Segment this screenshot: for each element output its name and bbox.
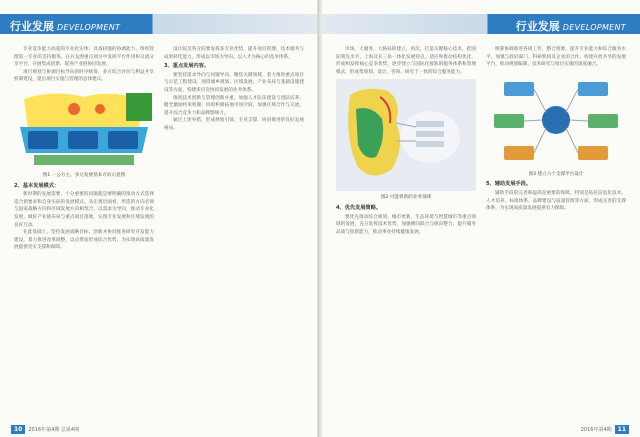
paragraph: 辅助手段的完善和提高是重要的保障，特别是依托信息化技术、人才培养、标准体系、品牌建设与质量管理等方面，形成完善的支撑体系，为实现高质量发展提供有力保障。: [486, 190, 626, 212]
heading-5: 5、辅助发展手段。: [486, 181, 532, 188]
section-title-en: DEVELOPMENT: [57, 22, 121, 32]
heading-2: 2、基本发展模式：: [14, 182, 60, 189]
right-column-2: [486, 46, 626, 420]
journal-issue: 2016年第4期: [580, 427, 612, 433]
paragraph: 要优先推动综合规划、城市更新、生态环境与智慧城市等重点领域的发展，充分发挥技术优势，加强横向联合与纵向整合，提升服务品质与创新能力，推动事业持续健康发展。: [336, 214, 476, 235]
figure-2: [336, 79, 476, 191]
figure-1-caption: 图1 一公方主、多元发展基本方向示意图: [42, 172, 126, 178]
business-map: [336, 79, 476, 191]
paragraph: 新时期的发展需要，十分重要的问题就是要明确的推动方式选择适合新要求和自身实际的发展模式。从宏观层面看，所选的方向必须与国家战略方向和区域发展方向相契合，以需求为导向，推动专业化发展，做好产业链布局与重点项目落地，实现专业发展和区域发展的良好互动。: [14, 192, 154, 228]
right-footer: [581, 425, 632, 434]
figure-1: [14, 87, 154, 169]
right-column-1: [336, 46, 476, 420]
page-number: 10: [11, 425, 25, 434]
paragraph: 项目规划与协调目标导向的时序统筹，多方综合评价与利益共享机制建设，提出项目实施与管理的总体建议。: [14, 69, 154, 83]
journal-issue: 2016年第4期 总第4期: [28, 427, 80, 433]
section-header: [322, 14, 640, 34]
paragraph: 要坚持需求导向与问题导向，聚焦关键领域，着力推进重点项目与示范工程建设。围绕城乡规划、区域发展、产业布局与基础设施建设等方面，构建多层次协同发展的业务体系。: [164, 72, 304, 93]
section-title-cn: 行业发展: [10, 19, 54, 33]
heading-4: 4、优先发展策略。: [336, 204, 382, 211]
left-page: [0, 0, 318, 437]
left-footer: [8, 425, 79, 434]
section-title-cn: 行业发展: [515, 19, 560, 33]
paragraph: 统筹协调推进各项工作，整合资源，提升专业能力和综合服务水平，加强与政府部门、科研机构及企业的合作，构建开放共享的发展平台，推动规划编制、技术研究与项目实施的深度融合。: [486, 47, 626, 68]
right-page: [322, 0, 640, 437]
figure-3-caption: 图3 建立六个支撑平台设计: [528, 171, 584, 177]
paragraph: 市场、大服务、大格局的建立，再次，打造关键核心技术，把国际领先水平，上海及长三角一体化发展特点，适应和推动结构优化，形成和发挥核心竞争优势，逐步建立与国际化接轨的服务体系和管理模式，形成集规划、设计、咨询、研究于一体的综合服务能力。: [336, 47, 476, 75]
section-header: [0, 14, 318, 34]
platform-diagram: [486, 72, 626, 168]
paragraph: 设计院及各分院要发挥多专业优势，提升项目管理、技术服务与成果转化能力，形成以市场为导向、以人才为核心的竞争体系。: [164, 47, 304, 60]
development-diagram: [14, 87, 154, 169]
paragraph: 通过上述举措，形成规划引领、专业支撑、协同推进的良好发展格局。: [164, 118, 304, 131]
paragraph: 在此基础上，坚持发展战略目标；创新并协同推进研究开发能力建设，着力推进改革调整，以点带面形成综合优势，为实现高质量发展提供坚实支撑和保障。: [14, 230, 154, 251]
left-column-1: [14, 46, 154, 420]
page-number: 11: [615, 425, 629, 434]
figure-3: [486, 72, 626, 168]
paragraph: 专业竞争能力高超的专业化实体；具备较强的协调能力、组织管理第一专业的支持服务。在兵戈围重点项目中发挥平台作用和交流分享平台，开展集成创新，促进产业链协同发展。: [14, 47, 154, 68]
left-column-2: [164, 46, 304, 420]
paragraph: 推进技术创新与管理创新并重，加强人才队伍建设与团队培养，健全激励约束机制；同时积极拓展市场空间，加强区域合作与交流，提升综合竞争力和品牌影响力。: [164, 95, 304, 116]
heading-3: 3、重点发展内容。: [164, 63, 210, 70]
section-title-en: DEVELOPMENT: [562, 22, 626, 32]
figure-2-caption: 图2 可能将新的业务领域: [380, 195, 432, 201]
